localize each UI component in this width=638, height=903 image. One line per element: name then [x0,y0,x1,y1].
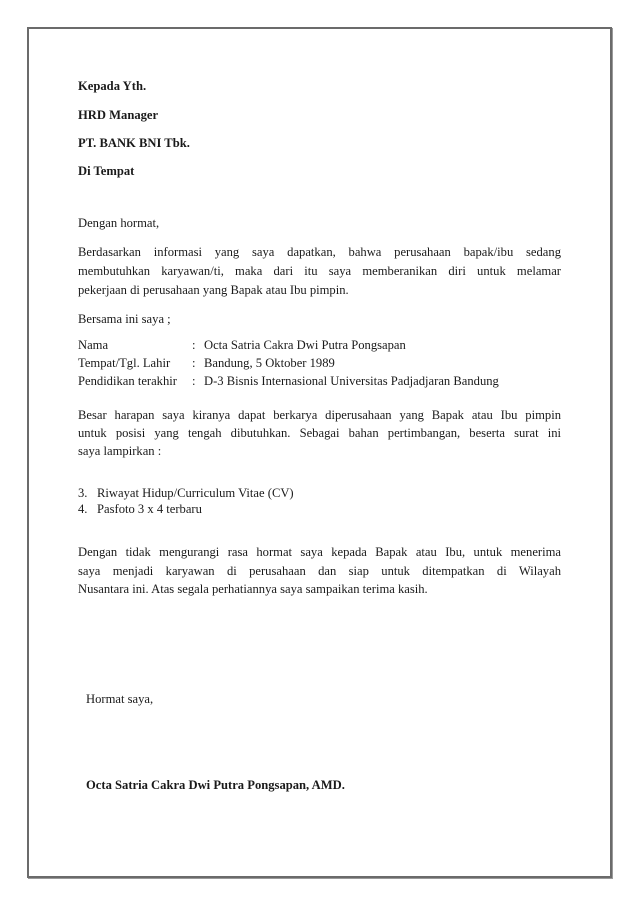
recipient-line-1: Kepada Yth. [78,79,147,93]
closing-line-3: Nusantara ini. Atas segala perhatiannya saya sampaikan terima kasih. [78,582,428,596]
intro-line-3: pekerjaan di perusahaan yang Bapak atau Ibu pimpin. [78,283,349,297]
detail-row-ttl [78,354,335,372]
detail-value: Bandung, 5 Oktober 1989 [204,356,335,370]
attachment-item [78,485,294,502]
bersama-text: Bersama ini saya ; [78,312,171,326]
detail-colon: : [192,356,196,370]
closing-line-2: saya menjadi karyawan di perusahaan dan siap untuk ditempatkan di Wilayah [78,564,561,578]
detail-colon: : [192,338,196,352]
intro-line-2: membutuhkan karyawan/ti, maka dari itu saya memberanikan diri untuk melamar [78,264,561,278]
detail-value: D-3 Bisnis Internasional Universitas Padjadjaran Bandung [204,374,499,388]
signoff: Hormat saya, [86,692,154,706]
closing-line-1: Dengan tidak mengurangi rasa hormat saya kepada Bapak atau Ibu, untuk menerima [78,545,561,559]
hope-line-2: untuk posisi yang tengah dibutuhkan. Sebagai bahan pertimbangan, beserta surat ini [78,426,561,440]
detail-row-pendidikan [78,372,499,390]
recipient-line-4: Di Tempat [78,164,135,178]
recipient-line-3: PT. BANK BNI Tbk. [78,136,190,150]
hope-line-3: saya lampirkan : [78,444,162,458]
detail-colon: : [192,374,196,388]
recipient-line-2: HRD Manager [78,108,159,122]
greeting: Dengan hormat, [78,216,160,230]
attachment-text: Pasfoto 3 x 4 terbaru [97,502,202,516]
detail-row-nama [78,336,406,354]
signature-name: Octa Satria Cakra Dwi Putra Pongsapan, AMD. [86,778,345,792]
attachment-number: 4. [78,502,88,516]
intro-line-1: Berdasarkan informasi yang saya dapatkan, bahwa perusahaan bapak/ibu sedang [78,245,561,259]
hope-line-1: Besar harapan saya kiranya dapat berkarya diperusahaan yang Bapak atau Ibu pimpin [78,408,561,422]
detail-value: Octa Satria Cakra Dwi Putra Pongsapan [204,338,406,352]
attachment-number: 3. [78,486,88,500]
attachment-item [78,501,202,518]
detail-label: Tempat/Tgl. Lahir [78,356,171,370]
detail-label: Nama [78,338,109,352]
attachment-text: Riwayat Hidup/Curriculum Vitae (CV) [97,486,294,500]
detail-label: Pendidikan terakhir [78,374,177,388]
